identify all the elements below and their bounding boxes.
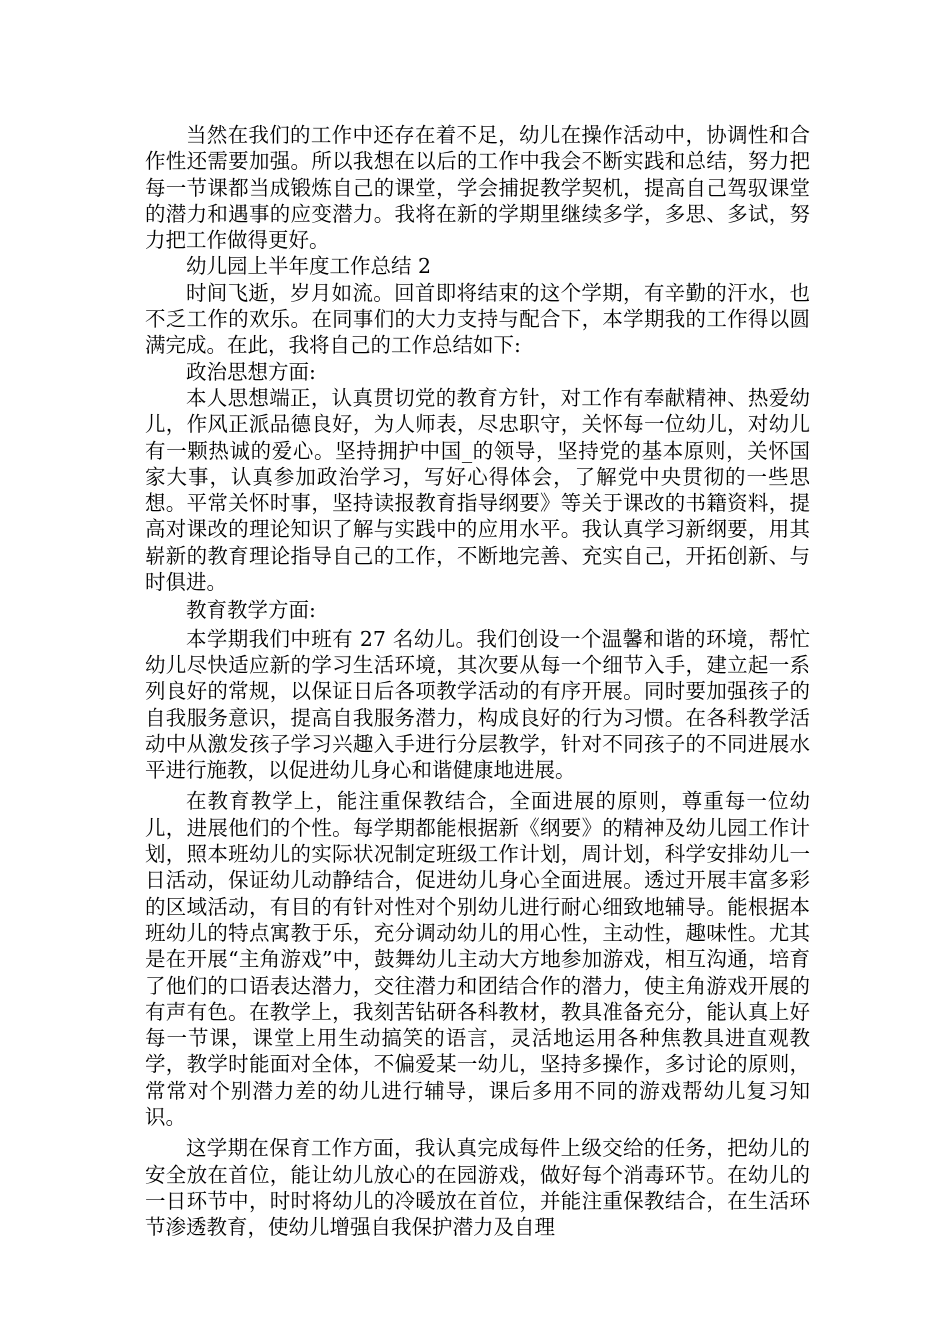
document-page [145,122,810,1240]
body-paragraph: 当然在我们的工作中还存在着不足，幼儿在操作活动中，协调性和合作性还需要加强。所以我想在以后的工作中我会不断实践和总结，努力把每一节课都当成锻炼自己的课堂，学会捕捉教学契机，提高自己驾驭课堂的潜力和遇事的应变潜力。我将在新的学期里继续多学，多思、多试，努力把工作做得更好。 [145,123,810,253]
body-paragraph: 本人思想端正，认真贯切党的教育方针，对工作有奉献精神、热爱幼儿，作风正派品德良好，为人师表，尽忠职守，关怀每一位幼儿，对幼儿有一颗热诚的爱心。坚持拥护中国_的领导，坚持党的基本原则，关怀国家大事，认真参加政治学习，写好心得体会，了解党中央贯彻的一些思想。平常关怀时事，坚持读报教育指导纲要》等关于课改的书籍资料，提高对课改的理论知识了解与实践中的应用水平。我认真学习新纲要，用其崭新的教育理论指导自己的工作，不断地完善、充实自己，开拓创新、与时俱进。 [145,385,810,595]
body-paragraph: 在教育教学上，能注重保教结合，全面进展的原则，尊重每一位幼儿，进展他们的个性。每学期都能根据新《纲要》的精神及幼儿园工作计划，照本班幼儿的实际状况制定班级工作计划，周计划，科学安排幼儿一日活动，保证幼儿动静结合，促进幼儿身心全面进展。透过开展丰富多彩的区域活动，有目的有针对性对个别幼儿进行耐心细致地辅导。能根据本班幼儿的特点寓教于乐，充分调动幼儿的用心性，主动性，趣味性。尤其是在开展“主角游戏”中，鼓舞幼儿主动大方地参加游戏，相互沟通，培育了他们的口语表达潜力，交往潜力和团结合作的潜力，使主角游戏开展的有声有色。在教学上，我刻苦钻研各科教材，教具准备充分，能认真上好每一节课，课堂上用生动搞笑的语言，灵活地运用各种焦教具进直观教学，教学时能面对全体，不偏爱某一幼儿，坚持多操作，多讨论的原则，常常对个别潜力差的幼儿进行辅导，课后多用不同的游戏帮幼儿复习知识。 [145,789,810,1129]
body-paragraph: 时间飞逝，岁月如流。回首即将结束的这个学期，有辛勤的汗水，也不乏工作的欢乐。在同事们的大力支持与配合下，本学期我的工作得以圆满完成。在此，我将自己的工作总结如下: [145,280,810,358]
section-title: 幼儿园上半年度工作总结 2 [186,254,432,279]
section-heading-politics: 政治思想方面: [186,359,316,384]
body-paragraph: 本学期我们中班有 27 名幼儿。我们创设一个温馨和谐的环境，帮忙幼儿尽快适应新的学习生活环境，其次要从每一个细节入手，建立起一系列良好的常规，以保证日后各项教学活动的有序开展。同时要加强孩子的自我服务意识，提高自我服务潜力，构成良好的行为习惯。在各科教学活动中从激发孩子学习兴趣入手进行分层教学，针对不同孩子的不同进展水平进行施教，以促进幼儿身心和谐健康地进展。 [145,626,810,783]
section-heading-teaching: 教育教学方面: [186,598,316,623]
body-paragraph: 这学期在保育工作方面，我认真完成每件上级交给的任务，把幼儿的安全放在首位，能让幼儿放心的在园游戏，做好每个消毒环节。在幼儿的一日环节中，时时将幼儿的冷暖放在首位，并能注重保教结合，在生活环节渗透教育，使幼儿增强自我保护潜力及自理 [145,1136,810,1240]
